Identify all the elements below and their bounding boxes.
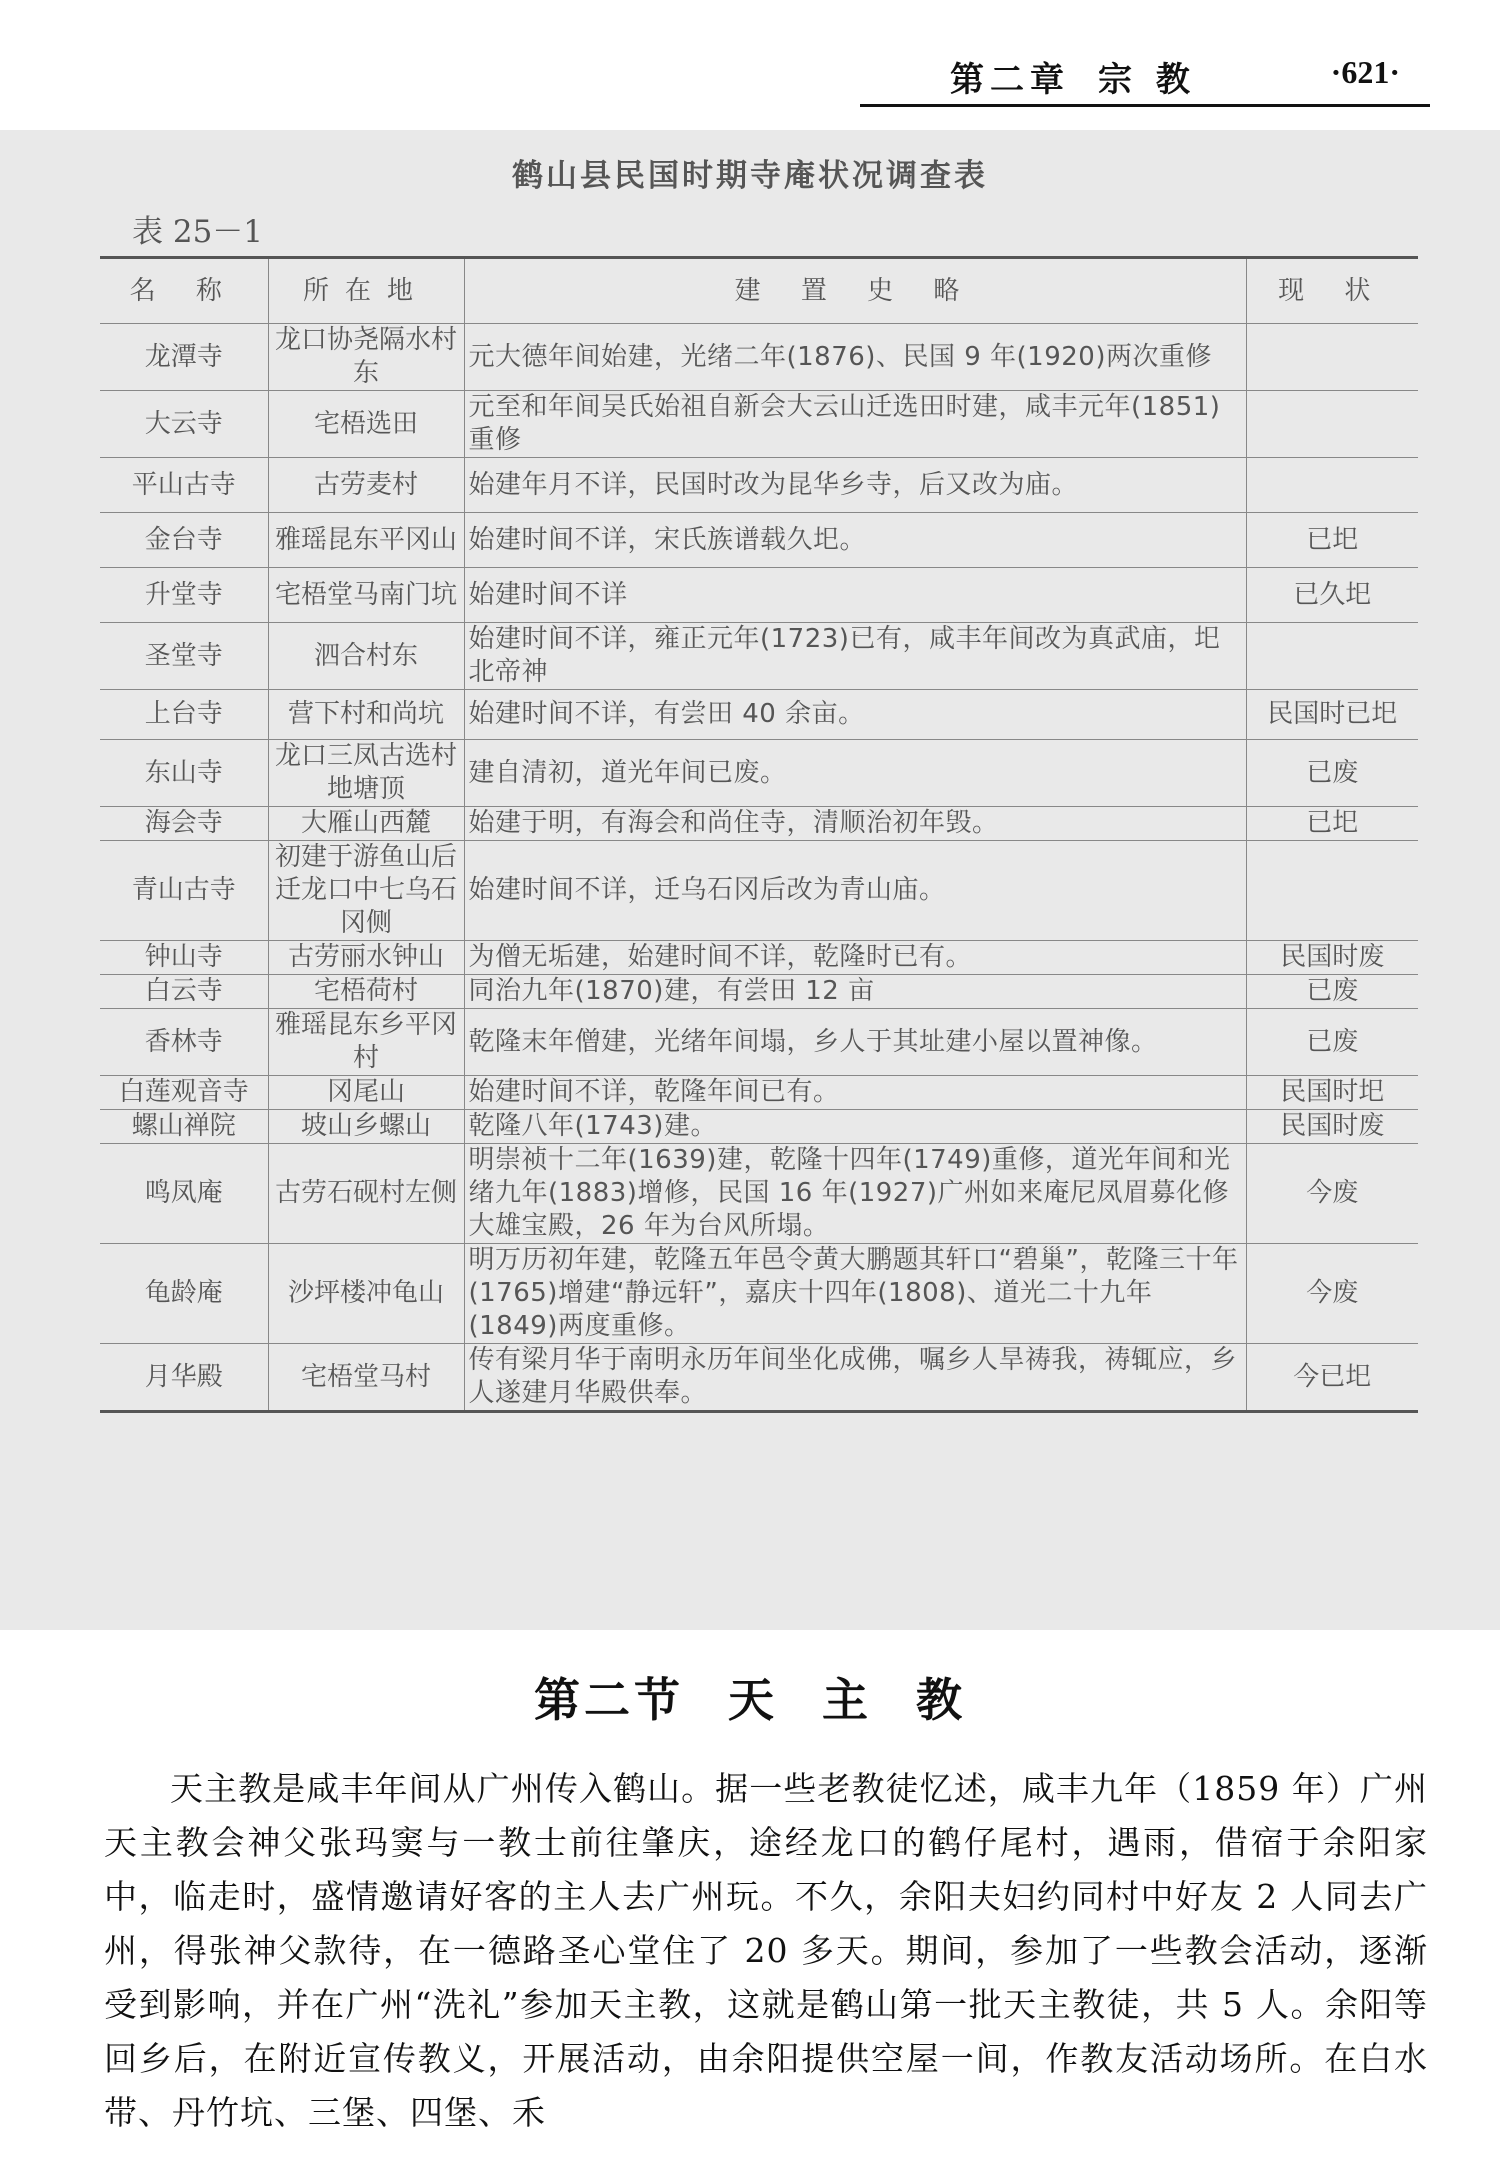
status-cell: 今废	[1246, 1244, 1418, 1344]
temple-name-cell: 螺山禅院	[100, 1110, 268, 1144]
temple-name-cell: 钟山寺	[100, 941, 268, 975]
table-row	[100, 941, 1418, 975]
body-paragraph: 天主教是咸丰年间从广州传入鹤山。据一些老教徒忆述，咸丰九年（1859 年）广州天主教会神父张玛窦与一教士前往肇庆，途经龙口的鹤仔尾村，遇雨，借宿于余阳家中，临走时，盛情邀请好客的主人去广州玩。不久，余阳夫妇约同村中好友 2 人同去广州，得张神父款待，在一德路圣心堂住了 20 多天。期间，参加了一些教会活动，逐渐受到影响，并在广州“洗礼”参加天主教，这就是鹤山第一批天主教徒，共 5 人。余阳等回乡后，在附近宣传教义，开展活动，由余阳提供空屋一间，作教友活动场所。在白水带、丹竹坑、三堡、四堡、禾	[104, 1769, 1428, 2132]
location-cell: 泗合村东	[268, 623, 464, 690]
history-cell: 建自清初，道光年间已废。	[464, 740, 1246, 807]
history-cell: 始建时间不详	[464, 568, 1246, 623]
header-status: 现 状	[1246, 258, 1418, 324]
section-number: 第二节	[534, 1673, 684, 1727]
table-row	[100, 841, 1418, 941]
temple-name-cell: 上台寺	[100, 690, 268, 740]
status-cell: 民国时圯	[1246, 1076, 1418, 1110]
location-cell: 沙坪楼冲龟山	[268, 1244, 464, 1344]
history-cell: 乾隆八年(1743)建。	[464, 1110, 1246, 1144]
status-cell: 民国时废	[1246, 1110, 1418, 1144]
temple-name-cell: 青山古寺	[100, 841, 268, 941]
status-cell: 民国时废	[1246, 941, 1418, 975]
status-cell: 已废	[1246, 1009, 1418, 1076]
history-cell: 乾隆末年僧建，光绪年间塌，乡人于其址建小屋以置神像。	[464, 1009, 1246, 1076]
status-cell: 已废	[1246, 975, 1418, 1009]
table-row	[100, 807, 1418, 841]
table-row	[100, 568, 1418, 623]
table-row	[100, 1076, 1418, 1110]
location-cell: 龙口协尧隔水村东	[268, 324, 464, 391]
temple-name-cell: 金台寺	[100, 513, 268, 568]
location-cell: 宅梧堂马村	[268, 1344, 464, 1412]
running-head	[860, 48, 1430, 107]
history-cell: 明万历初年建，乾隆五年邑令黄大鹏题其轩口“碧巢”，乾隆三十年(1765)增建“静远轩”，嘉庆十四年(1808)、道光二十九年(1849)两度重修。	[464, 1244, 1246, 1344]
temple-name-cell: 平山古寺	[100, 458, 268, 513]
status-cell: 已圯	[1246, 513, 1418, 568]
history-cell: 元大德年间始建，光绪二年(1876)、民国 9 年(1920)两次重修	[464, 324, 1246, 391]
table-row	[100, 1244, 1418, 1344]
table-number: 表 25－1	[132, 214, 264, 250]
location-cell: 古劳丽水钟山	[268, 941, 464, 975]
section-title-char-3: 教	[916, 1673, 966, 1727]
table-row	[100, 1344, 1418, 1412]
header-name: 名 称	[100, 258, 268, 324]
location-cell: 雅瑶昆东平冈山	[268, 513, 464, 568]
location-cell: 初建于游鱼山后迁龙口中七乌石冈侧	[268, 841, 464, 941]
status-cell	[1246, 623, 1418, 690]
page-number: ·621·	[1330, 54, 1400, 90]
status-cell	[1246, 391, 1418, 458]
history-cell: 为僧无垢建，始建时间不详，乾隆时已有。	[464, 941, 1246, 975]
table-row	[100, 1144, 1418, 1244]
location-cell: 龙口三凤古选村地塘顶	[268, 740, 464, 807]
chapter-number: 第二章	[950, 60, 1070, 100]
table-row	[100, 1009, 1418, 1076]
temple-name-cell: 白莲观音寺	[100, 1076, 268, 1110]
location-cell: 大雁山西麓	[268, 807, 464, 841]
section-title-char-1: 天	[728, 1673, 778, 1727]
temple-name-cell: 鸣凤庵	[100, 1144, 268, 1244]
location-cell: 冈尾山	[268, 1076, 464, 1110]
history-cell: 明崇祯十二年(1639)建，乾隆十四年(1749)重修，道光年间和光绪九年(1883)增修，民国 16 年(1927)广州如来庵尼凤眉募化修大雄宝殿，26 年为台风所塌。	[464, 1144, 1246, 1244]
location-cell: 古劳石砚村左侧	[268, 1144, 464, 1244]
table-row	[100, 690, 1418, 740]
table-row	[100, 740, 1418, 807]
table-row	[100, 1110, 1418, 1144]
temple-name-cell: 龟龄庵	[100, 1244, 268, 1344]
table-row	[100, 458, 1418, 513]
status-cell: 今已圯	[1246, 1344, 1418, 1412]
section-heading	[0, 1664, 1500, 1730]
status-cell: 今废	[1246, 1144, 1418, 1244]
location-cell: 宅梧荷村	[268, 975, 464, 1009]
history-cell: 始建时间不详，宋氏族谱载久圯。	[464, 513, 1246, 568]
temple-name-cell: 海会寺	[100, 807, 268, 841]
table-row	[100, 623, 1418, 690]
table-row	[100, 513, 1418, 568]
table-row	[100, 975, 1418, 1009]
temple-name-cell: 圣堂寺	[100, 623, 268, 690]
history-cell: 始建于明，有海会和尚住寺，清顺治初年毁。	[464, 807, 1246, 841]
status-cell	[1246, 841, 1418, 941]
location-cell: 坡山乡螺山	[268, 1110, 464, 1144]
history-cell: 元至和年间吴氏始祖自新会大云山迁选田时建，咸丰元年(1851)重修	[464, 391, 1246, 458]
location-cell: 雅瑶昆东乡平冈村	[268, 1009, 464, 1076]
history-cell: 同治九年(1870)建，有尝田 12 亩	[464, 975, 1246, 1009]
history-cell: 传有梁月华于南明永历年间坐化成佛，嘱乡人旱祷我，祷辄应，乡人遂建月华殿供奉。	[464, 1344, 1246, 1412]
temple-name-cell: 白云寺	[100, 975, 268, 1009]
history-cell: 始建时间不详，迁乌石冈后改为青山庙。	[464, 841, 1246, 941]
history-cell: 始建时间不详，乾隆年间已有。	[464, 1076, 1246, 1110]
history-cell: 始建时间不详，雍正元年(1723)已有，咸丰年间改为真武庙，圯北帝神	[464, 623, 1246, 690]
status-cell	[1246, 458, 1418, 513]
temple-name-cell: 月华殿	[100, 1344, 268, 1412]
location-cell: 营下村和尚坑	[268, 690, 464, 740]
location-cell: 宅梧选田	[268, 391, 464, 458]
status-cell: 已废	[1246, 740, 1418, 807]
history-cell: 始建时间不详，有尝田 40 余亩。	[464, 690, 1246, 740]
chapter-name: 宗 教	[1098, 60, 1196, 100]
survey-table-panel	[0, 130, 1500, 1630]
temple-name-cell: 香林寺	[100, 1009, 268, 1076]
table-row	[100, 324, 1418, 391]
temple-name-cell: 大云寺	[100, 391, 268, 458]
table-title: 鹤山县民国时期寺庵状况调查表	[512, 158, 988, 194]
header-history: 建 置 史 略	[464, 258, 1246, 324]
status-cell: 已久圯	[1246, 568, 1418, 623]
chapter-title	[950, 52, 1224, 101]
section-title-char-2: 主	[822, 1673, 872, 1727]
temple-name-cell: 龙潭寺	[100, 324, 268, 391]
location-cell: 宅梧堂马南门坑	[268, 568, 464, 623]
table-header-row	[100, 258, 1418, 324]
status-cell: 民国时已圯	[1246, 690, 1418, 740]
temple-survey-table	[100, 256, 1418, 1413]
status-cell: 已圯	[1246, 807, 1418, 841]
history-cell: 始建年月不详，民国时改为昆华乡寺，后又改为庙。	[464, 458, 1246, 513]
status-cell	[1246, 324, 1418, 391]
location-cell: 古劳麦村	[268, 458, 464, 513]
table-body	[100, 324, 1418, 1412]
header-location: 所在地	[268, 258, 464, 324]
temple-name-cell: 东山寺	[100, 740, 268, 807]
table-row	[100, 391, 1418, 458]
temple-name-cell: 升堂寺	[100, 568, 268, 623]
